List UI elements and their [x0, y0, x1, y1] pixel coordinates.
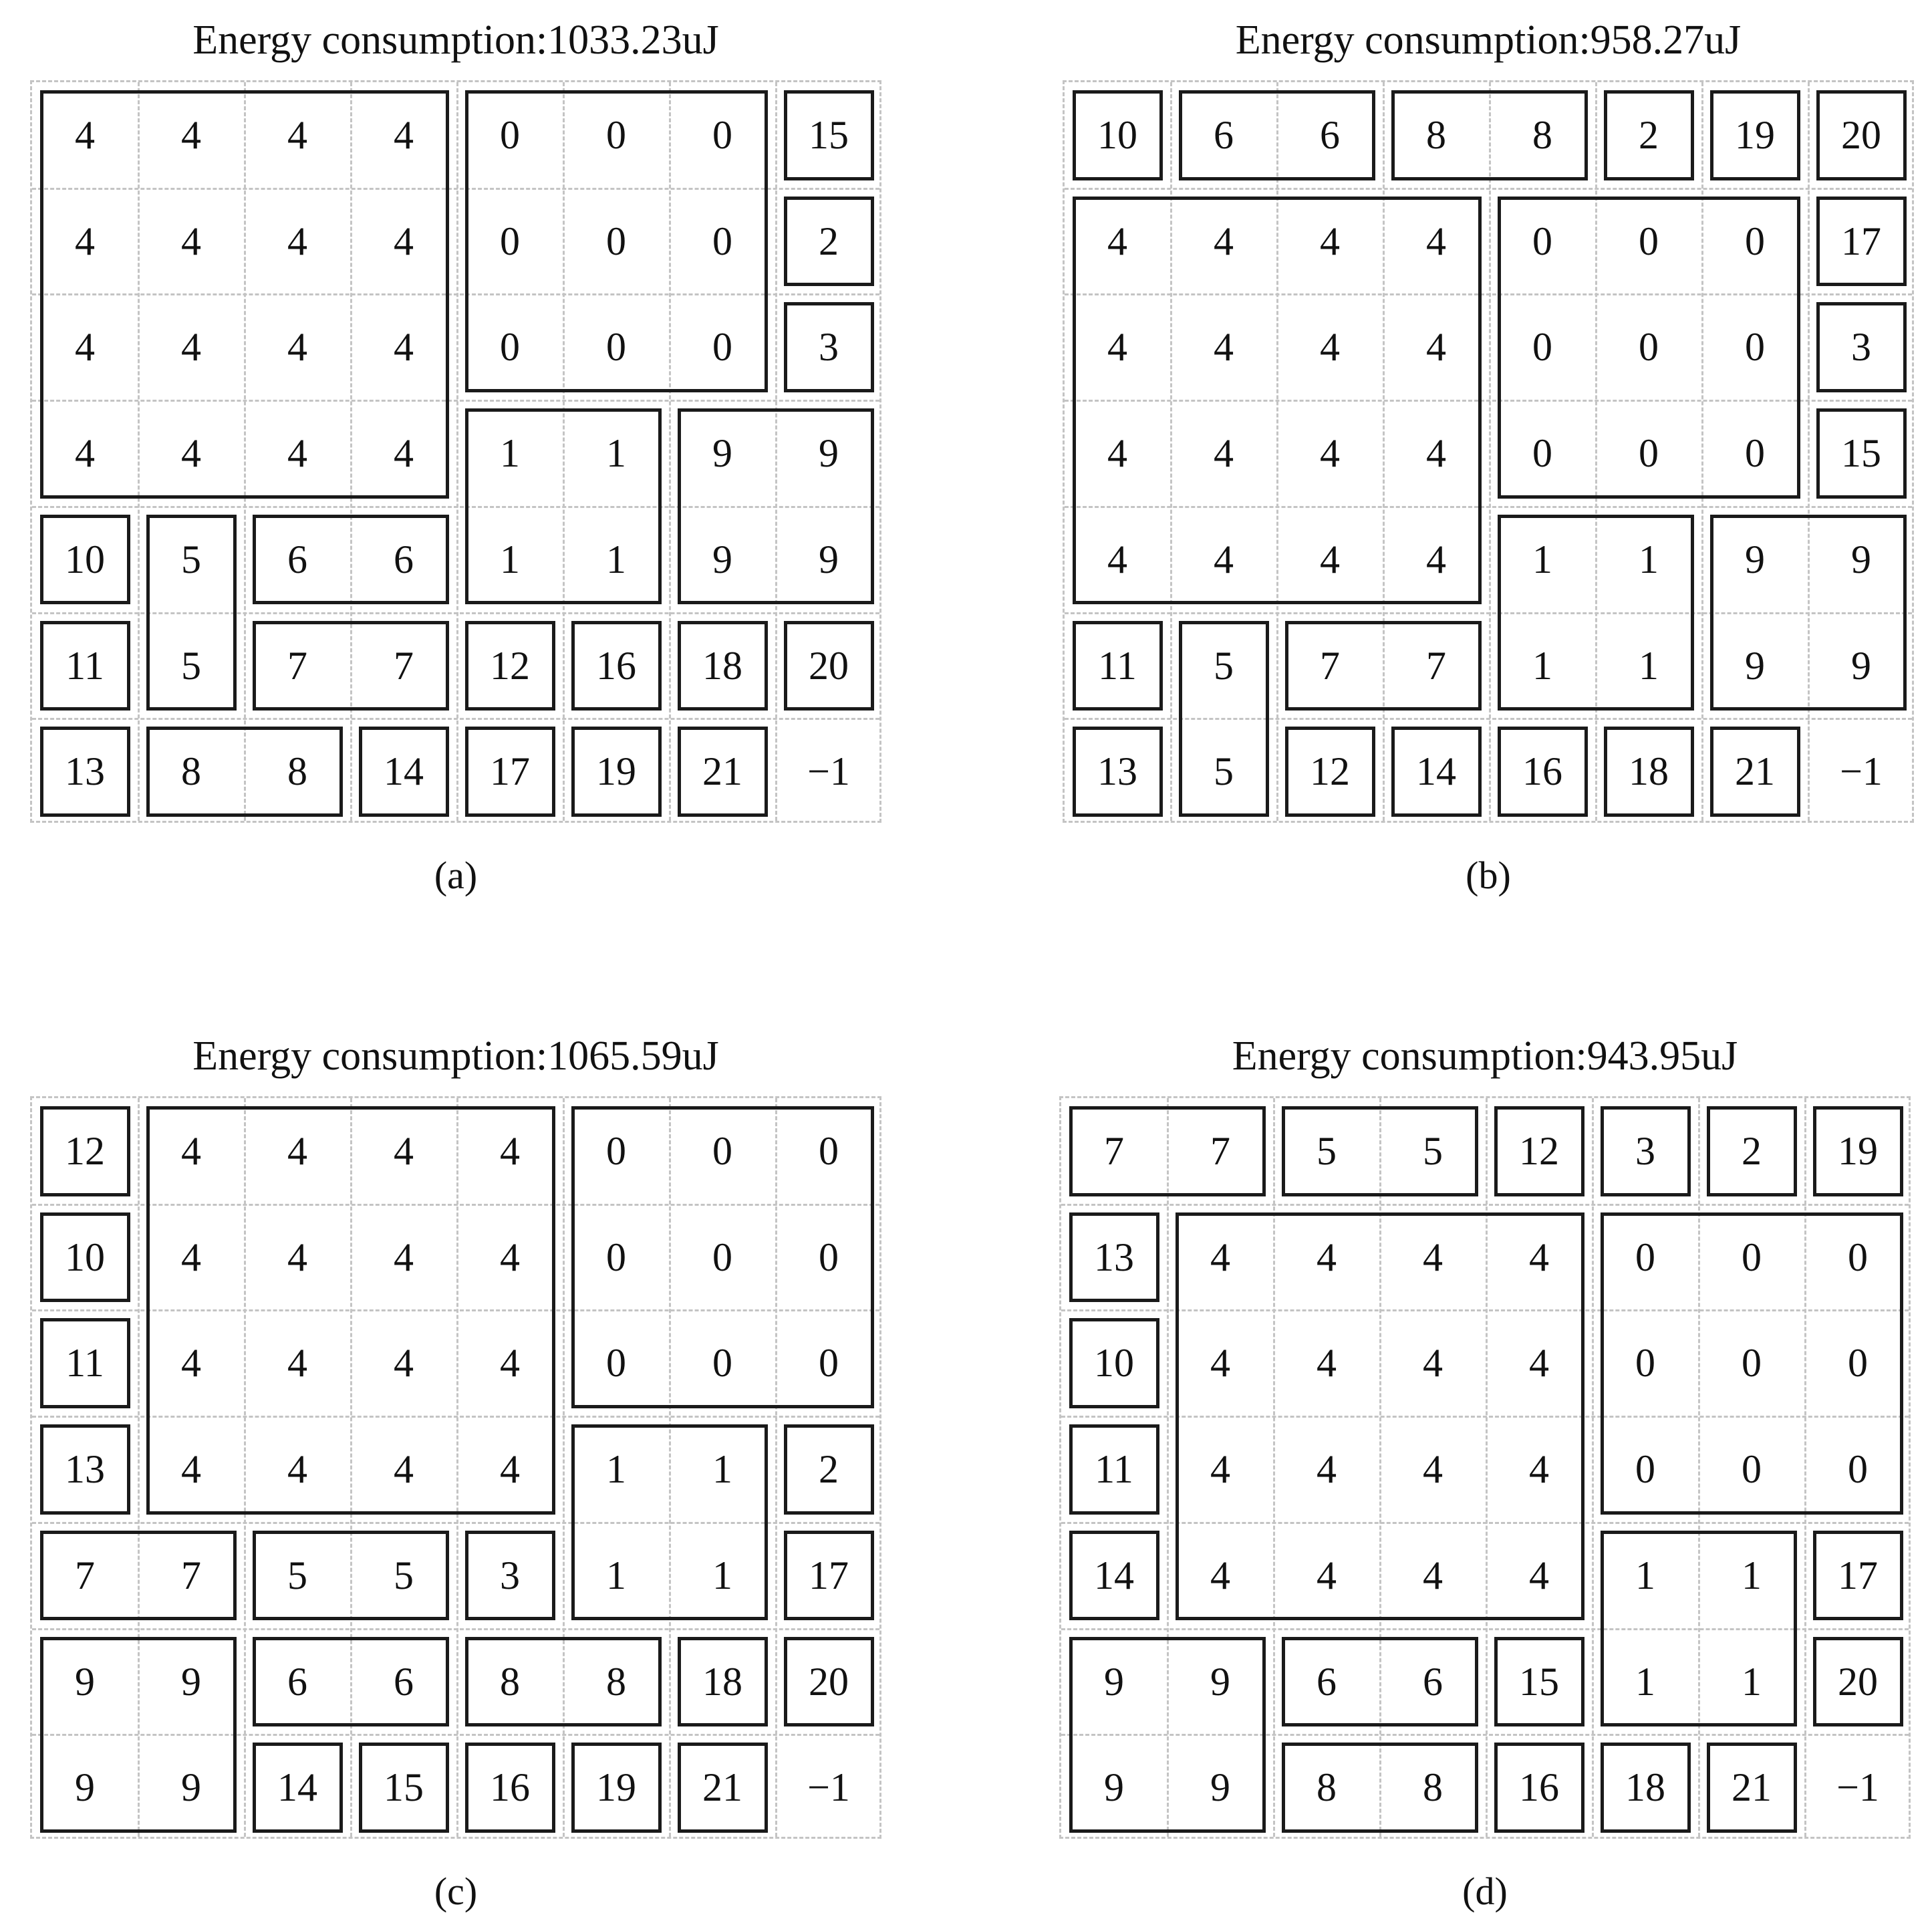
cell-label: 13 [1097, 749, 1137, 794]
cell-label: 4 [1210, 1235, 1230, 1279]
cell-label: 3 [500, 1553, 520, 1597]
cell-label: 4 [287, 325, 307, 370]
cell-label: 9 [181, 1659, 201, 1704]
cell-label: 0 [819, 1235, 839, 1279]
cell-label: 6 [394, 537, 414, 582]
cell-label: 17 [809, 1553, 849, 1597]
cell-label: 4 [287, 1447, 307, 1492]
cell-label: 0 [1848, 1447, 1868, 1492]
cell-label: 7 [75, 1553, 95, 1597]
cell-label: 0 [606, 1235, 626, 1279]
panel-label: (a) [434, 854, 478, 897]
cell-label: 8 [1317, 1765, 1337, 1810]
cell-label: 16 [1522, 749, 1562, 794]
cell-label: 0 [1639, 431, 1659, 476]
cell-label: 4 [1426, 431, 1446, 476]
cell-label: 15 [384, 1765, 424, 1810]
cell-label: 15 [1519, 1659, 1559, 1704]
cell-label: 10 [1097, 113, 1137, 157]
cell-label: 2 [819, 1447, 839, 1492]
cell-label: 0 [606, 325, 626, 370]
cell-label: 0 [1532, 431, 1552, 476]
cell-label: 7 [287, 643, 307, 688]
cell-label: 1 [1639, 537, 1659, 582]
cell-label: 0 [1635, 1235, 1655, 1279]
cell-label: −1 [807, 749, 850, 794]
cell-label: 8 [500, 1659, 520, 1704]
cell-label: 16 [490, 1765, 530, 1810]
panel-a [30, 13, 881, 909]
cell-label: 8 [181, 749, 201, 794]
cell-label: 4 [394, 1447, 414, 1492]
cell-label: 20 [809, 1659, 849, 1704]
cell-label: 1 [1532, 643, 1552, 688]
cell-label: 1 [500, 431, 520, 476]
cell-label: 4 [394, 219, 414, 263]
cell-label: 19 [596, 749, 636, 794]
cell-label: 1 [606, 537, 626, 582]
cell-label: 4 [1214, 325, 1234, 370]
cell-label: −1 [1836, 1765, 1879, 1810]
cell-label: 5 [1423, 1129, 1443, 1173]
cell-label: 19 [596, 1765, 636, 1810]
cell-label: 20 [1841, 113, 1881, 157]
cell-label: 4 [287, 1341, 307, 1386]
panel-title: Energy consumption:943.95uJ [1232, 1033, 1738, 1079]
cell-label: 9 [1210, 1659, 1230, 1704]
panel-d [1059, 1029, 1911, 1925]
cell-label: 9 [1745, 643, 1765, 688]
cell-label: 1 [1742, 1659, 1762, 1704]
cell-label: 1 [606, 1447, 626, 1492]
cell-label: 4 [1107, 431, 1127, 476]
cell-label: 1 [606, 1553, 626, 1597]
cell-label: 1 [1742, 1553, 1762, 1597]
cell-label: 12 [1310, 749, 1350, 794]
cell-label: 4 [394, 1129, 414, 1173]
panel-label: (b) [1466, 854, 1511, 897]
cell-label: 1 [1532, 537, 1552, 582]
cell-label: 9 [712, 537, 732, 582]
cell-label: 0 [1745, 431, 1765, 476]
cell-label: 0 [606, 1341, 626, 1386]
cell-label: 4 [500, 1235, 520, 1279]
cell-label: 0 [712, 113, 732, 157]
cell-label: 4 [500, 1341, 520, 1386]
cell-label: 9 [819, 431, 839, 476]
cell-label: 18 [702, 643, 742, 688]
cell-label: −1 [807, 1765, 850, 1810]
cell-label: 8 [1426, 113, 1446, 157]
panel-title: Energy consumption:958.27uJ [1235, 17, 1742, 63]
cell-label: 9 [1104, 1765, 1124, 1810]
cell-label: 3 [1851, 325, 1871, 370]
cell-label: 4 [181, 1447, 201, 1492]
cell-label: 9 [819, 537, 839, 582]
cell-label: 4 [1423, 1553, 1443, 1597]
cell-label: 2 [1742, 1129, 1762, 1173]
chip-grid [1059, 1096, 1911, 1839]
cell-label: 4 [1529, 1235, 1549, 1279]
cell-label: 2 [1639, 113, 1659, 157]
cell-label: 13 [65, 749, 105, 794]
cell-label: 5 [1317, 1129, 1337, 1173]
panel-title: Energy consumption:1065.59uJ [192, 1033, 719, 1079]
cell-label: 8 [1423, 1765, 1443, 1810]
cell-label: 11 [65, 643, 104, 688]
cell-label: 21 [1735, 749, 1775, 794]
cell-label: 18 [1629, 749, 1669, 794]
cell-label: 4 [1320, 537, 1340, 582]
cell-label: 4 [1529, 1341, 1549, 1386]
cell-label: 0 [1742, 1235, 1762, 1279]
cell-label: 4 [1423, 1341, 1443, 1386]
cell-label: 0 [1745, 325, 1765, 370]
cell-label: 11 [65, 1341, 104, 1386]
cell-label: 4 [1214, 431, 1234, 476]
cell-label: 9 [1745, 537, 1765, 582]
cell-label: 5 [287, 1553, 307, 1597]
cell-label: 7 [394, 643, 414, 688]
cell-label: 1 [500, 537, 520, 582]
cell-label: 4 [287, 1235, 307, 1279]
panel-b [1063, 13, 1914, 909]
cell-label: 5 [181, 643, 201, 688]
cell-label: 9 [712, 431, 732, 476]
panel-title: Energy consumption:1033.23uJ [192, 17, 719, 63]
cell-label: 18 [1625, 1765, 1665, 1810]
cell-label: 4 [287, 113, 307, 157]
cell-label: 6 [1320, 113, 1340, 157]
cell-label: 4 [394, 1235, 414, 1279]
cell-label: 8 [606, 1659, 626, 1704]
cell-label: 0 [1745, 219, 1765, 263]
cell-label: 0 [712, 1341, 732, 1386]
cell-label: 0 [712, 1235, 732, 1279]
cell-label: 16 [1519, 1765, 1559, 1810]
cell-label: 20 [1838, 1659, 1878, 1704]
cell-label: 0 [500, 113, 520, 157]
chip-grid [1063, 80, 1914, 823]
cell-label: 4 [394, 113, 414, 157]
cell-label: 0 [1742, 1341, 1762, 1386]
cell-label: 9 [181, 1765, 201, 1810]
cell-label: 4 [394, 325, 414, 370]
cell-label: 4 [500, 1447, 520, 1492]
cell-label: 0 [1635, 1341, 1655, 1386]
cell-label: 18 [702, 1659, 742, 1704]
cell-label: 3 [1635, 1129, 1655, 1173]
cell-label: 4 [75, 113, 95, 157]
cell-label: 15 [1841, 431, 1881, 476]
cell-label: 9 [1851, 643, 1871, 688]
cell-label: 6 [1317, 1659, 1337, 1704]
cell-label: 10 [1094, 1341, 1134, 1386]
cell-label: 1 [712, 1447, 732, 1492]
cell-label: 4 [1423, 1235, 1443, 1279]
cell-label: 19 [1735, 113, 1775, 157]
cell-label: 13 [65, 1447, 105, 1492]
cell-label: −1 [1840, 749, 1883, 794]
chip-grid [30, 1096, 881, 1839]
cell-label: 10 [65, 1235, 105, 1279]
cell-label: 4 [1423, 1447, 1443, 1492]
cell-label: 4 [181, 219, 201, 263]
cell-label: 21 [702, 749, 742, 794]
cell-label: 15 [809, 113, 849, 157]
cell-label: 11 [1095, 1447, 1133, 1492]
cell-label: 17 [1838, 1553, 1878, 1597]
cell-label: 1 [1639, 643, 1659, 688]
cell-label: 4 [1107, 537, 1127, 582]
cell-label: 1 [606, 431, 626, 476]
cell-label: 0 [712, 219, 732, 263]
cell-label: 17 [1841, 219, 1881, 263]
cell-label: 4 [1320, 431, 1340, 476]
cell-label: 12 [65, 1129, 105, 1173]
cell-label: 11 [1098, 643, 1137, 688]
cell-label: 6 [1214, 113, 1234, 157]
cell-label: 16 [596, 643, 636, 688]
cell-label: 4 [75, 431, 95, 476]
cell-label: 6 [394, 1659, 414, 1704]
cell-label: 7 [1104, 1129, 1124, 1173]
cell-label: 14 [1416, 749, 1456, 794]
cell-label: 8 [287, 749, 307, 794]
cell-label: 0 [1848, 1341, 1868, 1386]
cell-label: 4 [1214, 219, 1234, 263]
cell-label: 4 [1317, 1235, 1337, 1279]
cell-label: 4 [1107, 219, 1127, 263]
cell-label: 5 [394, 1553, 414, 1597]
cell-label: 4 [1426, 537, 1446, 582]
cell-label: 0 [1532, 325, 1552, 370]
cell-label: 4 [1317, 1341, 1337, 1386]
cell-label: 7 [1426, 643, 1446, 688]
cell-label: 4 [75, 325, 95, 370]
cell-label: 4 [181, 431, 201, 476]
cell-label: 0 [1848, 1235, 1868, 1279]
cell-label: 17 [490, 749, 530, 794]
cell-label: 0 [819, 1129, 839, 1173]
cell-label: 3 [819, 325, 839, 370]
cell-label: 0 [500, 219, 520, 263]
cell-label: 4 [287, 1129, 307, 1173]
cell-label: 4 [394, 431, 414, 476]
cell-label: 4 [1320, 219, 1340, 263]
cell-label: 4 [1320, 325, 1340, 370]
cell-label: 12 [490, 643, 530, 688]
cell-label: 1 [712, 1553, 732, 1597]
cell-label: 0 [1639, 219, 1659, 263]
cell-label: 4 [1529, 1553, 1549, 1597]
cell-label: 4 [500, 1129, 520, 1173]
cell-label: 14 [1094, 1553, 1134, 1597]
cell-label: 5 [1214, 643, 1234, 688]
cell-label: 4 [181, 1129, 201, 1173]
cell-label: 9 [1210, 1765, 1230, 1810]
cell-label: 7 [1320, 643, 1340, 688]
cell-label: 4 [1107, 325, 1127, 370]
cell-label: 2 [819, 219, 839, 263]
cell-label: 6 [287, 537, 307, 582]
cell-label: 7 [181, 1553, 201, 1597]
panel-label: (d) [1462, 1870, 1508, 1913]
cell-label: 5 [1214, 749, 1234, 794]
cell-label: 10 [65, 537, 105, 582]
cell-label: 4 [1426, 219, 1446, 263]
cell-label: 0 [819, 1341, 839, 1386]
cell-label: 4 [1529, 1447, 1549, 1492]
cell-label: 6 [1423, 1659, 1443, 1704]
cell-label: 0 [606, 1129, 626, 1173]
cell-label: 4 [181, 1341, 201, 1386]
cell-label: 0 [712, 1129, 732, 1173]
cell-label: 21 [1732, 1765, 1772, 1810]
cell-label: 20 [809, 643, 849, 688]
cell-label: 21 [702, 1765, 742, 1810]
cell-label: 5 [181, 537, 201, 582]
cell-label: 6 [287, 1659, 307, 1704]
cell-label: 0 [1639, 325, 1659, 370]
cell-label: 14 [277, 1765, 317, 1810]
cell-label: 4 [1426, 325, 1446, 370]
cell-label: 4 [1317, 1447, 1337, 1492]
cell-label: 4 [181, 1235, 201, 1279]
cell-label: 1 [1635, 1659, 1655, 1704]
cell-label: 4 [75, 219, 95, 263]
cell-label: 1 [1635, 1553, 1655, 1597]
panel-label: (c) [434, 1870, 478, 1913]
cell-label: 9 [1851, 537, 1871, 582]
cell-label: 4 [394, 1341, 414, 1386]
cell-label: 4 [1210, 1447, 1230, 1492]
cell-label: 7 [1210, 1129, 1230, 1173]
cell-label: 4 [181, 113, 201, 157]
cell-label: 4 [287, 431, 307, 476]
cell-label: 9 [75, 1659, 95, 1704]
cell-label: 13 [1094, 1235, 1134, 1279]
cell-label: 4 [1210, 1341, 1230, 1386]
cell-label: 19 [1838, 1129, 1878, 1173]
cell-label: 0 [712, 325, 732, 370]
cell-label: 0 [1532, 219, 1552, 263]
cell-label: 4 [1214, 537, 1234, 582]
cell-label: 4 [181, 325, 201, 370]
chip-grid [30, 80, 881, 823]
cell-label: 0 [500, 325, 520, 370]
cell-label: 8 [1532, 113, 1552, 157]
cell-label: 4 [1210, 1553, 1230, 1597]
cell-label: 9 [75, 1765, 95, 1810]
cell-label: 12 [1519, 1129, 1559, 1173]
panel-c [30, 1029, 881, 1925]
cell-label: 0 [1635, 1447, 1655, 1492]
cell-label: 9 [1104, 1659, 1124, 1704]
cell-label: 4 [1317, 1553, 1337, 1597]
cell-label: 14 [384, 749, 424, 794]
cell-label: 0 [1742, 1447, 1762, 1492]
cell-label: 0 [606, 113, 626, 157]
cell-label: 0 [606, 219, 626, 263]
cell-label: 4 [287, 219, 307, 263]
